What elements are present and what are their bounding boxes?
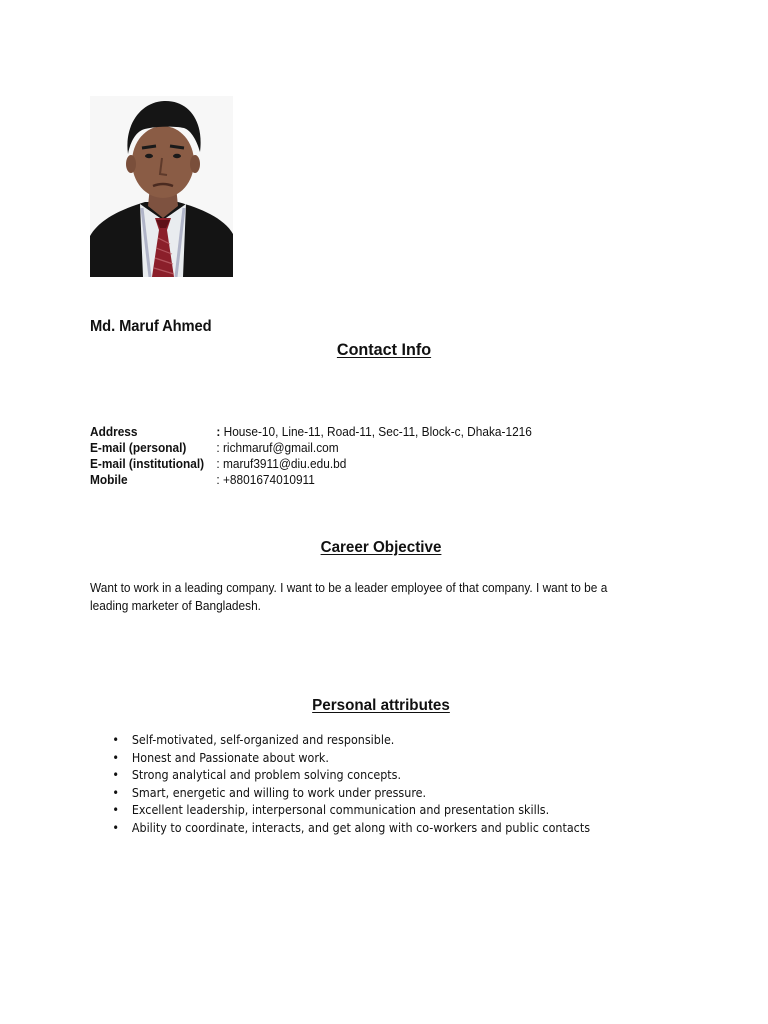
bullet-icon: • [112,750,119,765]
address-value [216,424,532,440]
personal-email-label: E-mail (personal) [90,441,187,455]
contact-row-institutional-email [90,456,660,472]
list-item [90,785,590,803]
attribute-text: Strong analytical and problem solving concepts. [131,768,402,782]
address-separator: : [216,425,221,439]
list-item [90,732,590,750]
profile-photo [90,96,233,277]
address-text: House-10, Line-11, Road-11, Sec-11, Block-c, Dhaka-1216 [223,425,532,439]
contact-row-personal-email [90,440,660,456]
bullet-icon: • [112,733,119,747]
attribute-text: Ability to coordinate, interacts, and get along with co-workers and public contacts [131,820,591,835]
bullet-icon: • [112,785,119,800]
institutional-email-label: E-mail (institutional) [90,457,205,471]
personal-email-value [216,440,338,456]
candidate-name: Md. Maruf Ahmed [90,318,212,335]
career-objective-text: Want to work in a leading company. I want to be a leader employee of that company. I want to be a leading marketer of Bangladesh. [90,581,608,613]
contact-row-address [90,424,660,440]
mobile-separator: : [216,473,220,487]
contact-info-heading: Contact Info [336,340,432,359]
list-item [90,750,590,768]
institutional-email-value [216,456,346,472]
list-item [90,767,590,785]
personal-attributes-list [90,732,628,837]
mobile-label: Mobile [90,473,128,487]
personal-email-separator: : [216,441,220,455]
institutional-email-separator: : [216,457,220,471]
attribute-text: Excellent leadership, interpersonal communication and presentation skills. [131,803,550,817]
bullet-icon: • [112,820,119,835]
institutional-email-text: maruf3911@diu.edu.bd [222,457,347,471]
contact-row-mobile [90,472,660,488]
personal-email-text: richmaruf@gmail.com [222,441,339,455]
bullet-icon: • [112,768,119,782]
attribute-text: Self-motivated, self-organized and responsible. [131,733,395,747]
mobile-text: +8801674010911 [222,473,315,487]
list-item [90,802,590,820]
list-item [90,820,590,838]
mobile-value [216,472,315,488]
personal-attributes-heading: Personal attributes [312,697,450,714]
address-label: Address [90,425,138,439]
attribute-text: Smart, energetic and willing to work under pressure. [131,785,427,800]
attribute-text: Honest and Passionate about work. [131,750,329,765]
career-objective-heading: Career Objective [320,539,442,556]
bullet-icon: • [112,803,119,817]
